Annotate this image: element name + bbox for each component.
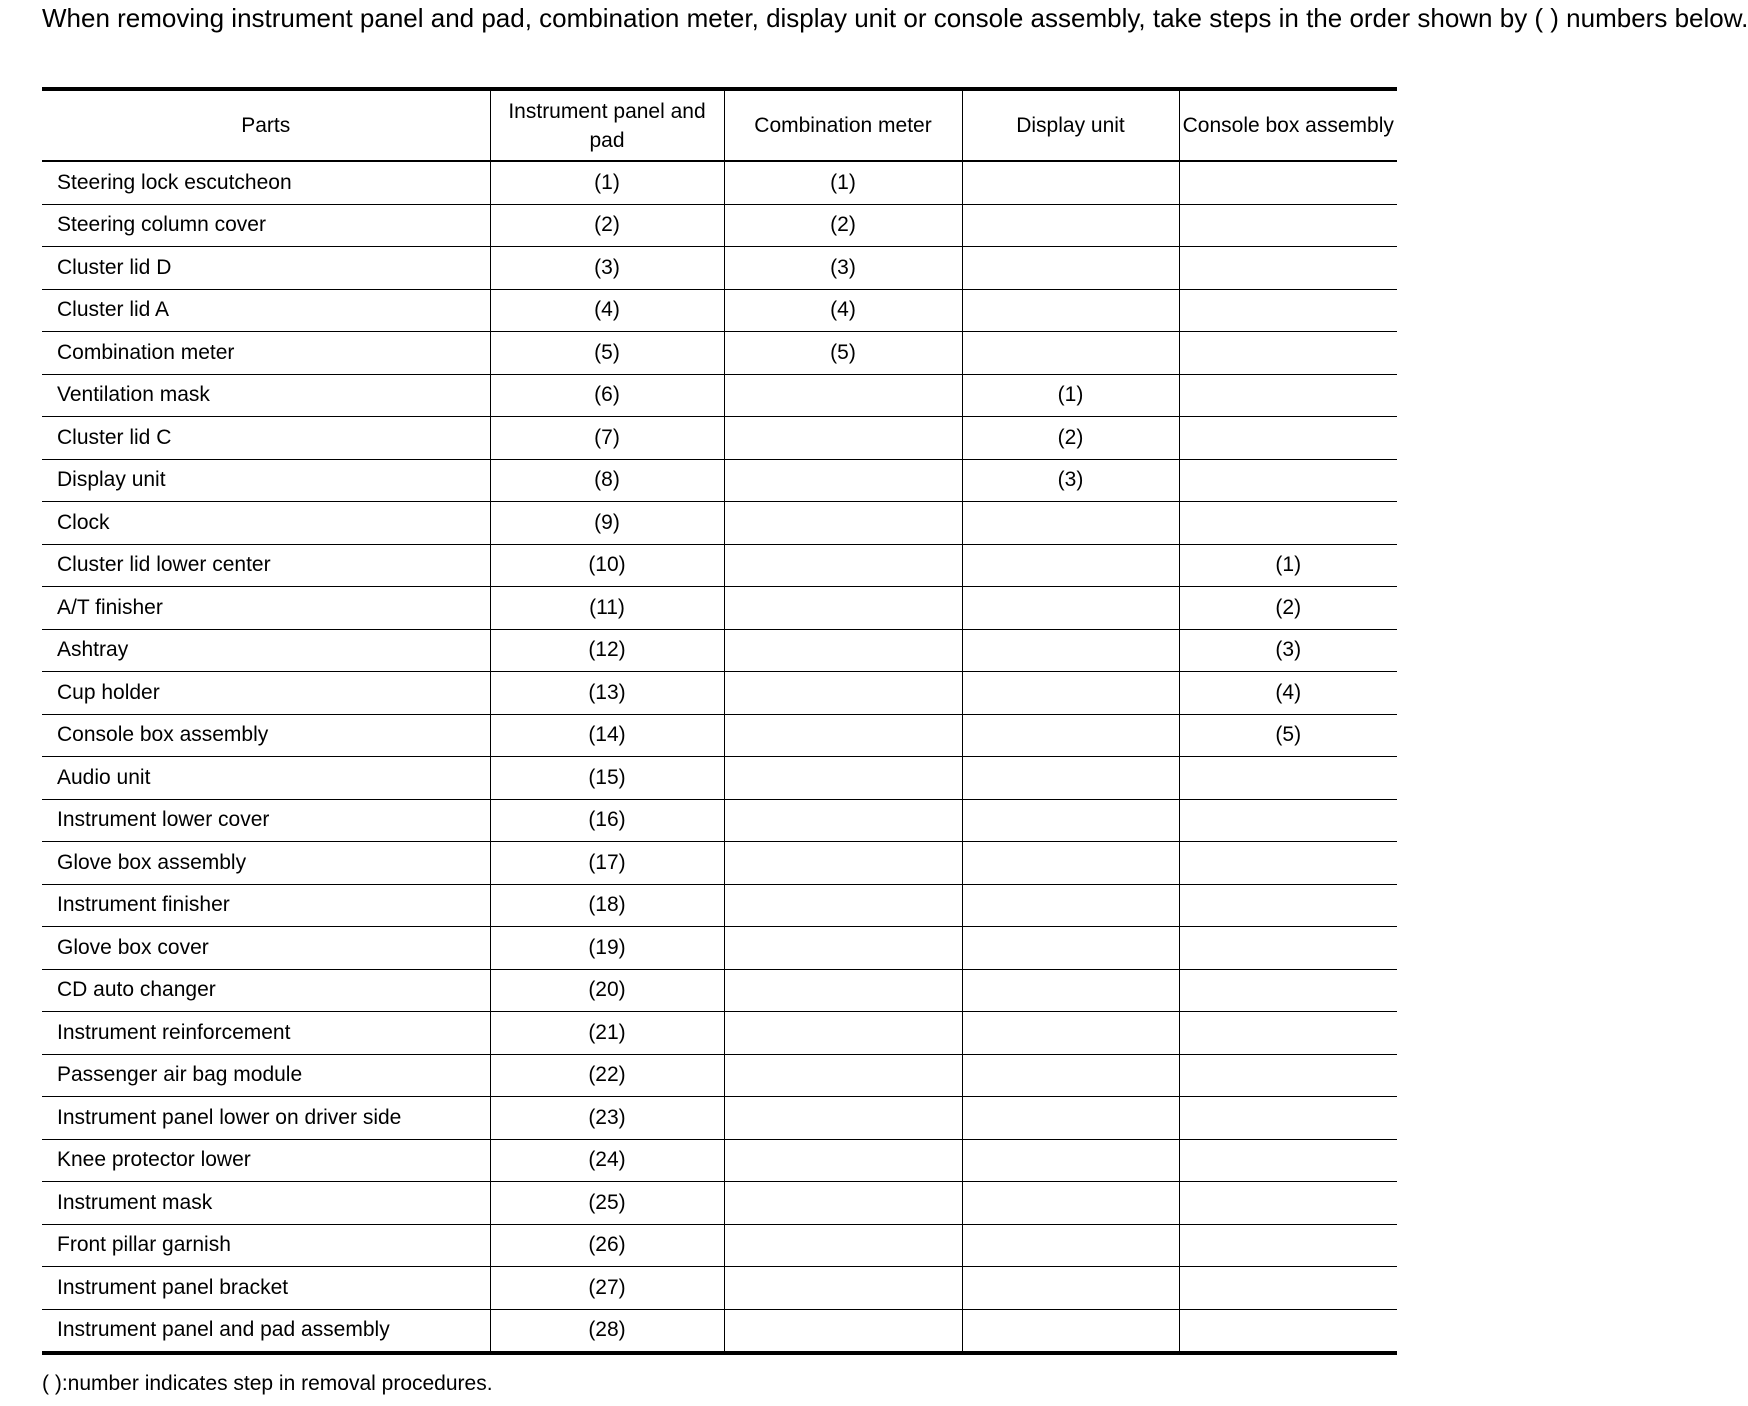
table-row	[42, 842, 1397, 885]
part-name-cell: Cluster lid C	[42, 417, 490, 460]
part-name-cell: A/T finisher	[42, 587, 490, 630]
combination-meter-step-cell	[724, 969, 962, 1012]
combination-meter-step-cell	[724, 1139, 962, 1182]
combination-meter-step-cell	[724, 714, 962, 757]
console-box-step-cell	[1179, 417, 1397, 460]
instrument-panel-step-cell: (9)	[490, 502, 724, 545]
instrument-panel-step-cell: (14)	[490, 714, 724, 757]
console-box-step-cell	[1179, 1012, 1397, 1055]
part-name-cell: Instrument panel and pad assembly	[57, 1318, 390, 1342]
table-row	[42, 714, 1397, 757]
part-name-cell: Instrument panel lower on driver side	[42, 1097, 490, 1140]
table-row	[42, 544, 1397, 587]
part-name-cell: CD auto changer	[42, 969, 490, 1012]
table-row	[42, 1097, 1397, 1140]
instrument-panel-step-cell: (24)	[490, 1139, 724, 1182]
display-unit-step-cell	[962, 969, 1179, 1012]
table-row	[42, 884, 1397, 927]
instrument-panel-step-cell: (1)	[490, 161, 724, 204]
combination-meter-step-cell	[724, 374, 962, 417]
table-row	[42, 757, 1397, 800]
part-name-cell: Front pillar garnish	[42, 1224, 490, 1267]
console-box-step-cell	[1179, 927, 1397, 970]
combination-meter-step-cell	[724, 502, 962, 545]
display-unit-step-cell	[962, 247, 1179, 290]
display-unit-step-cell	[962, 1224, 1179, 1267]
part-name-cell: Combination meter	[42, 332, 490, 375]
instrument-panel-step-cell: (13)	[490, 672, 724, 715]
console-box-step-cell	[1179, 374, 1397, 417]
part-name-cell: Steering lock escutcheon	[42, 161, 490, 204]
table-row	[42, 1012, 1397, 1055]
table-row	[42, 374, 1397, 417]
combination-meter-step-cell	[724, 1224, 962, 1267]
display-unit-step-cell	[962, 1309, 1179, 1353]
combination-meter-step-cell	[724, 884, 962, 927]
table-row	[42, 417, 1397, 460]
table-row	[42, 1054, 1397, 1097]
part-name-cell: Steering column cover	[42, 204, 490, 247]
part-name-cell: Glove box assembly	[42, 842, 490, 885]
part-name-cell: Ashtray	[42, 629, 490, 672]
console-box-step-cell: (2)	[1179, 587, 1397, 630]
footnote: ( ):number indicates step in removal procedures.	[42, 1372, 493, 1395]
table-row	[42, 161, 1397, 204]
instrument-panel-step-cell: (10)	[490, 544, 724, 587]
display-unit-step-cell	[962, 161, 1179, 204]
instrument-panel-step-cell: (8)	[490, 459, 724, 502]
table-row	[42, 1224, 1397, 1267]
combination-meter-step-cell: (1)	[724, 161, 962, 204]
combination-meter-step-cell	[724, 459, 962, 502]
combination-meter-step-cell	[724, 842, 962, 885]
part-name-cell: Audio unit	[42, 757, 490, 800]
display-unit-step-cell: (2)	[962, 417, 1179, 460]
display-unit-step-cell	[962, 289, 1179, 332]
display-unit-step-cell	[962, 757, 1179, 800]
console-box-step-cell	[1179, 204, 1397, 247]
console-box-step-cell	[1179, 1309, 1397, 1353]
console-box-step-cell	[1179, 332, 1397, 375]
part-name-cell: Glove box cover	[42, 927, 490, 970]
instrument-panel-step-cell: (6)	[490, 374, 724, 417]
instrument-panel-step-cell: (22)	[490, 1054, 724, 1097]
table-row	[42, 289, 1397, 332]
combination-meter-step-cell	[724, 1182, 962, 1225]
display-unit-step-cell: (3)	[962, 459, 1179, 502]
console-box-step-cell	[1179, 799, 1397, 842]
instrument-panel-step-cell: (17)	[490, 842, 724, 885]
console-box-step-cell	[1179, 757, 1397, 800]
table-row	[42, 502, 1397, 545]
part-name-cell: Cup holder	[42, 672, 490, 715]
console-box-step-cell	[1179, 1267, 1397, 1310]
display-unit-step-cell	[962, 672, 1179, 715]
instrument-panel-step-cell: (2)	[490, 204, 724, 247]
display-unit-step-cell	[962, 1139, 1179, 1182]
combination-meter-step-cell	[724, 417, 962, 460]
combination-meter-step-cell	[724, 544, 962, 587]
instrument-panel-step-cell: (7)	[490, 417, 724, 460]
part-name-cell: Clock	[42, 502, 490, 545]
console-box-step-cell	[1179, 1224, 1397, 1267]
instrument-panel-step-cell: (28)	[490, 1309, 724, 1353]
instrument-panel-step-cell: (25)	[490, 1182, 724, 1225]
console-box-step-cell	[1179, 884, 1397, 927]
instrument-panel-step-cell: (11)	[490, 587, 724, 630]
instrument-panel-step-cell: (5)	[490, 332, 724, 375]
part-name-cell: Passenger air bag module	[42, 1054, 490, 1097]
console-box-step-cell	[1179, 247, 1397, 290]
combination-meter-step-cell	[724, 1054, 962, 1097]
combination-meter-step-cell: (5)	[724, 332, 962, 375]
console-box-step-cell: (5)	[1179, 714, 1397, 757]
console-box-step-cell: (3)	[1179, 629, 1397, 672]
part-name-cell: Cluster lid A	[42, 289, 490, 332]
instrument-panel-step-cell: (27)	[490, 1267, 724, 1310]
display-unit-step-cell: (1)	[962, 374, 1179, 417]
combination-meter-step-cell	[724, 799, 962, 842]
display-unit-step-cell	[962, 1054, 1179, 1097]
console-box-step-cell: (1)	[1179, 544, 1397, 587]
combination-meter-step-cell	[724, 1267, 962, 1310]
header-combination-meter: Combination meter	[724, 89, 962, 161]
console-box-step-cell	[1179, 289, 1397, 332]
removal-steps-table	[42, 87, 1397, 1355]
display-unit-step-cell	[962, 204, 1179, 247]
display-unit-step-cell	[962, 1182, 1179, 1225]
display-unit-step-cell	[962, 587, 1179, 630]
table-row	[42, 587, 1397, 630]
console-box-step-cell	[1179, 1182, 1397, 1225]
table-row	[42, 927, 1397, 970]
display-unit-step-cell	[962, 884, 1179, 927]
table-row	[42, 629, 1397, 672]
instrument-panel-step-cell: (19)	[490, 927, 724, 970]
display-unit-step-cell	[962, 842, 1179, 885]
display-unit-step-cell	[962, 1097, 1179, 1140]
part-name-cell: Cluster lid lower center	[42, 544, 490, 587]
combination-meter-step-cell	[724, 672, 962, 715]
display-unit-step-cell	[962, 1012, 1179, 1055]
table-row	[42, 204, 1397, 247]
table-row	[42, 332, 1397, 375]
part-name-cell: Instrument finisher	[42, 884, 490, 927]
part-name-cell: Instrument panel bracket	[42, 1267, 490, 1310]
display-unit-step-cell	[962, 1267, 1179, 1310]
part-name-cell: Display unit	[42, 459, 490, 502]
console-box-step-cell	[1179, 969, 1397, 1012]
header-display-unit: Display unit	[962, 89, 1179, 161]
combination-meter-step-cell	[724, 587, 962, 630]
combination-meter-step-cell: (3)	[724, 247, 962, 290]
display-unit-step-cell	[962, 714, 1179, 757]
display-unit-step-cell	[962, 544, 1179, 587]
display-unit-step-cell	[962, 502, 1179, 545]
part-name-cell: Knee protector lower	[42, 1139, 490, 1182]
table-row	[42, 799, 1397, 842]
combination-meter-step-cell	[724, 1012, 962, 1055]
instrument-panel-step-cell: (4)	[490, 289, 724, 332]
combination-meter-step-cell	[724, 1097, 962, 1140]
table-header-row	[42, 89, 1397, 161]
intro-text: When removing instrument panel and pad, combination meter, display unit or console assembly, take steps in the order shown by ( ) numbers below.	[42, 3, 1748, 33]
table-body	[42, 161, 1397, 1353]
combination-meter-step-cell	[724, 629, 962, 672]
instrument-panel-step-cell: (15)	[490, 757, 724, 800]
instrument-panel-step-cell: (18)	[490, 884, 724, 927]
table-row	[42, 969, 1397, 1012]
console-box-step-cell	[1179, 1054, 1397, 1097]
instrument-panel-step-cell: (16)	[490, 799, 724, 842]
table-row	[42, 1309, 1397, 1353]
instrument-panel-step-cell: (21)	[490, 1012, 724, 1055]
combination-meter-step-cell	[724, 1309, 962, 1353]
header-instrument-panel: Instrument panel and pad	[490, 89, 724, 161]
table-row	[42, 1182, 1397, 1225]
part-name-cell: Cluster lid D	[42, 247, 490, 290]
table-row	[42, 459, 1397, 502]
console-box-step-cell	[1179, 842, 1397, 885]
instrument-panel-step-cell: (12)	[490, 629, 724, 672]
combination-meter-step-cell	[724, 757, 962, 800]
table-row	[42, 1267, 1397, 1310]
header-console-box: Console box assembly	[1179, 89, 1397, 161]
instrument-panel-step-cell: (26)	[490, 1224, 724, 1267]
console-box-step-cell	[1179, 161, 1397, 204]
table-row	[42, 247, 1397, 290]
combination-meter-step-cell	[724, 927, 962, 970]
part-name-cell: Instrument lower cover	[42, 799, 490, 842]
instrument-panel-step-cell: (23)	[490, 1097, 724, 1140]
table-row	[42, 1139, 1397, 1182]
console-box-step-cell: (4)	[1179, 672, 1397, 715]
instrument-panel-step-cell: (20)	[490, 969, 724, 1012]
console-box-step-cell	[1179, 502, 1397, 545]
display-unit-step-cell	[962, 927, 1179, 970]
combination-meter-step-cell: (4)	[724, 289, 962, 332]
combination-meter-step-cell: (2)	[724, 204, 962, 247]
part-name-cell: Instrument mask	[42, 1182, 490, 1225]
display-unit-step-cell	[962, 629, 1179, 672]
part-name-cell: Ventilation mask	[42, 374, 490, 417]
table-row	[42, 672, 1397, 715]
console-box-step-cell	[1179, 459, 1397, 502]
console-box-step-cell	[1179, 1139, 1397, 1182]
header-parts: Parts	[42, 89, 490, 161]
display-unit-step-cell	[962, 799, 1179, 842]
console-box-step-cell	[1179, 1097, 1397, 1140]
instrument-panel-step-cell: (3)	[490, 247, 724, 290]
display-unit-step-cell	[962, 332, 1179, 375]
part-name-cell: Console box assembly	[42, 714, 490, 757]
part-name-cell: Instrument reinforcement	[42, 1012, 490, 1055]
